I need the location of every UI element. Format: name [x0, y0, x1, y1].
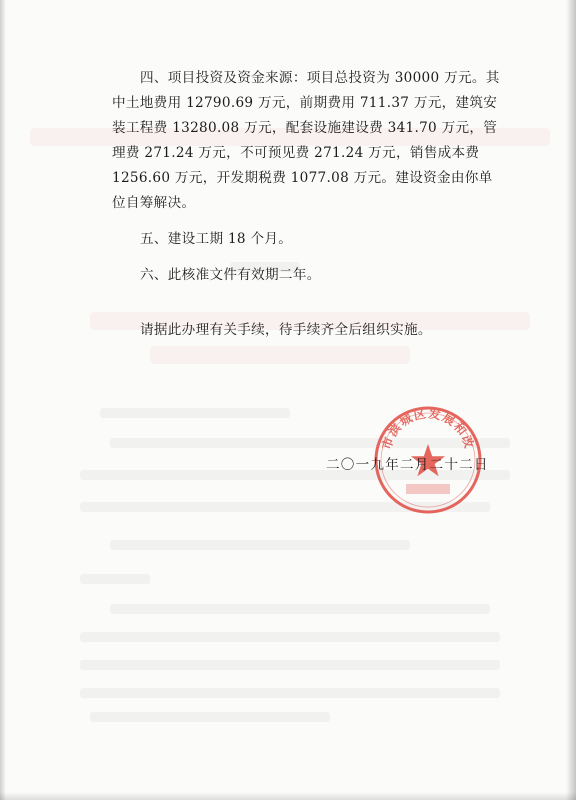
paragraph-instructions: 请据此办理有关手续，待手续齐全后组织实施。 — [140, 322, 432, 338]
document-body — [112, 66, 504, 343]
document-date: 二〇一九年二月二十二日 — [326, 457, 489, 473]
seal-lower-band — [406, 484, 450, 494]
scan-edge-right — [566, 0, 576, 800]
scan-edge-bottom — [0, 792, 576, 800]
paragraph-construction-period: 五、建设工期 18 个月。 — [140, 231, 293, 247]
paragraph-validity: 六、此核准文件有效期二年。 — [140, 267, 321, 283]
scan-edge-left — [0, 0, 6, 800]
seal-text: 市滨城区发展和改 — [379, 406, 477, 452]
paragraph-investment: 四、项目投资及资金来源：项目总投资为 30000 万元。其中土地费用 12790.69 万元，前期费用 711.37 万元，建筑安装工程费 13280.08 万元，配套设施建设费 341.70 万元，管理费 271.24 万元，不可预见费 271.24 万元，销售成本费 1256.60 万元，开发期税费 1077.08 万元。建设资金由你单位自筹解决。 — [112, 70, 500, 211]
